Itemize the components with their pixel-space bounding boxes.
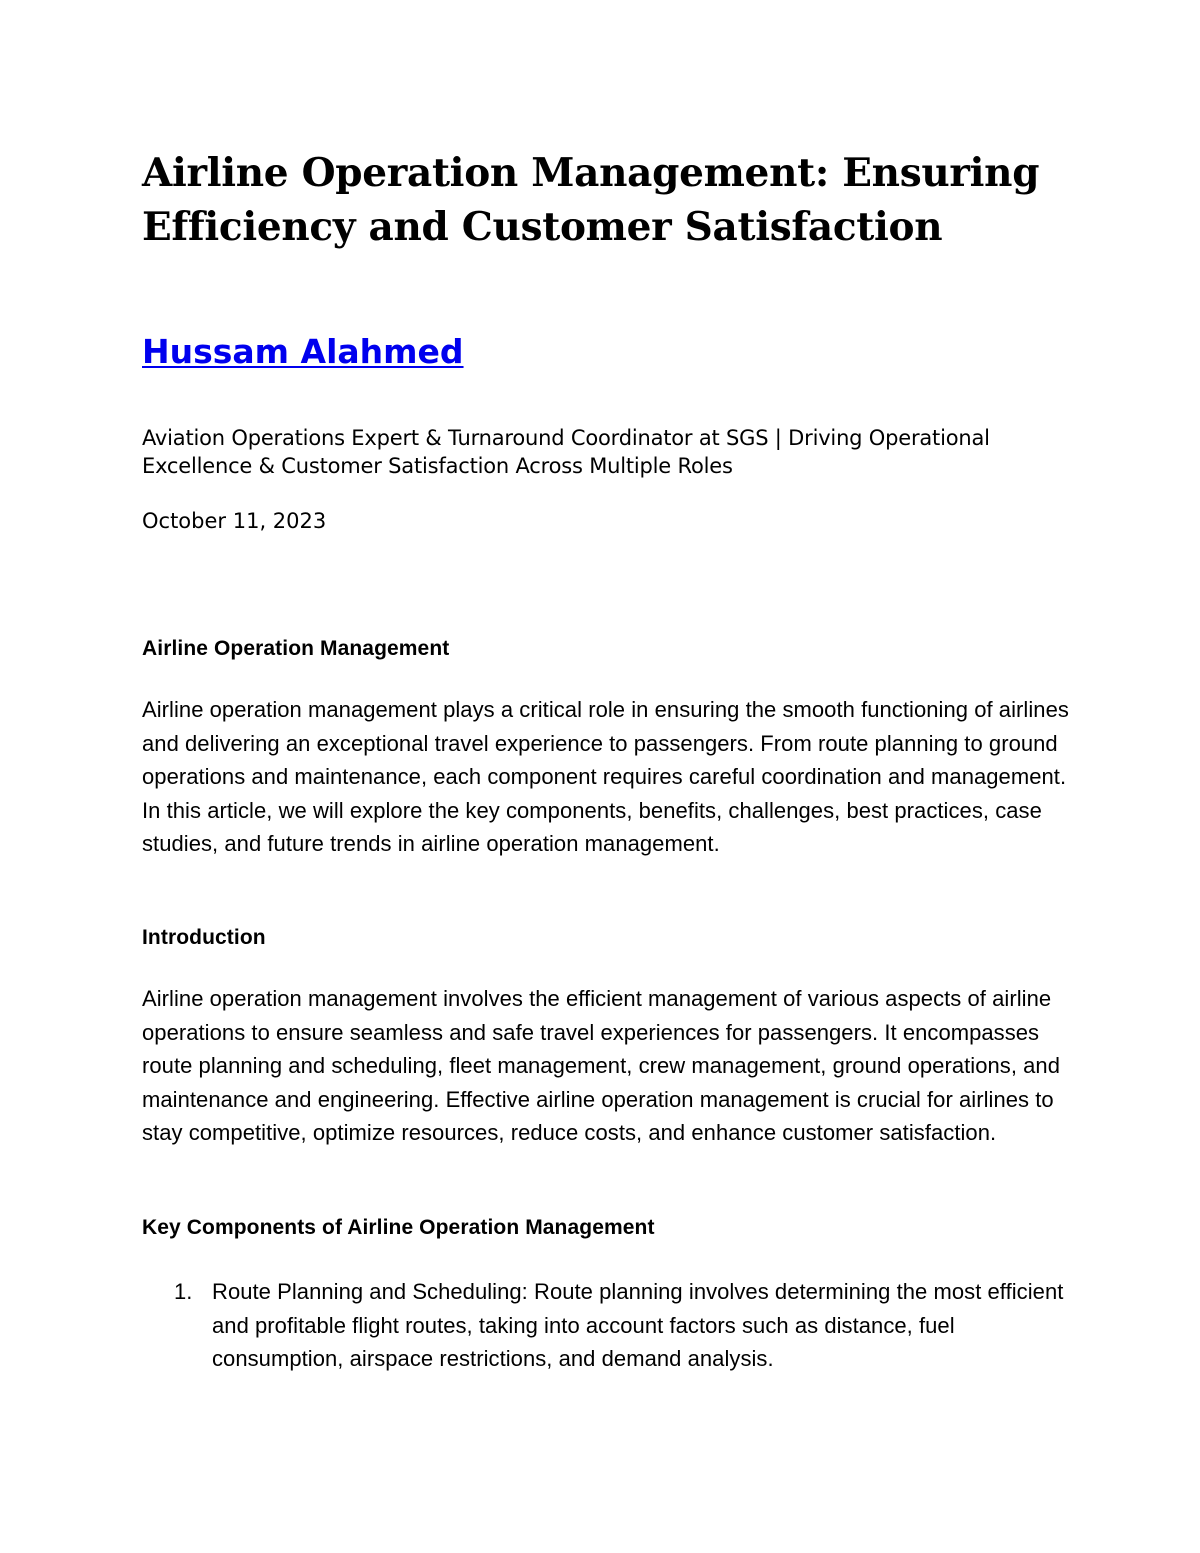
publish-date: October 11, 2023 xyxy=(142,509,327,533)
list-item-number: 1. xyxy=(174,1279,193,1304)
section-heading-introduction: Introduction xyxy=(142,926,266,949)
introduction-paragraph: Airline operation management involves the efficient management of various aspects of airline operations to ensure seamless and safe travel experiences for passengers. It encompasses route planning and scheduling, fleet management, crew management, ground operations, and maintenance and engineering. Effective airline operation management is crucial for airlines to stay competitive, optimize resources, reduce costs, and enhance customer satisfaction. xyxy=(142,986,1061,1146)
author-headline: Aviation Operations Expert & Turnaround Coordinator at SGS | Driving Operational Excellence & Customer Satisfaction Across Multiple Roles xyxy=(142,426,990,478)
section-heading-overview: Airline Operation Management xyxy=(142,637,450,660)
list-item-text: Route Planning and Scheduling: Route planning involves determining the most efficient and profitable flight routes, taking into account factors such as distance, fuel consumption, airspace restrictions, and demand analysis. xyxy=(212,1279,1064,1372)
article-title: Airline Operation Management: Ensuring Efficiency and Customer Satisfaction xyxy=(142,150,1040,250)
author-link[interactable]: Hussam Alahmed xyxy=(142,332,464,371)
key-components-list xyxy=(142,1275,1072,1376)
overview-paragraph: Airline operation management plays a critical role in ensuring the smooth functioning of airlines and delivering an exceptional travel experience to passengers. From route planning to ground operations and maintenance, each component requires careful coordination and management. In this article, we will explore the key components, benefits, challenges, best practices, case studies, and future trends in airline operation management. xyxy=(142,697,1069,857)
section-heading-key-components: Key Components of Airline Operation Management xyxy=(142,1216,655,1239)
list-item xyxy=(142,1275,1072,1376)
